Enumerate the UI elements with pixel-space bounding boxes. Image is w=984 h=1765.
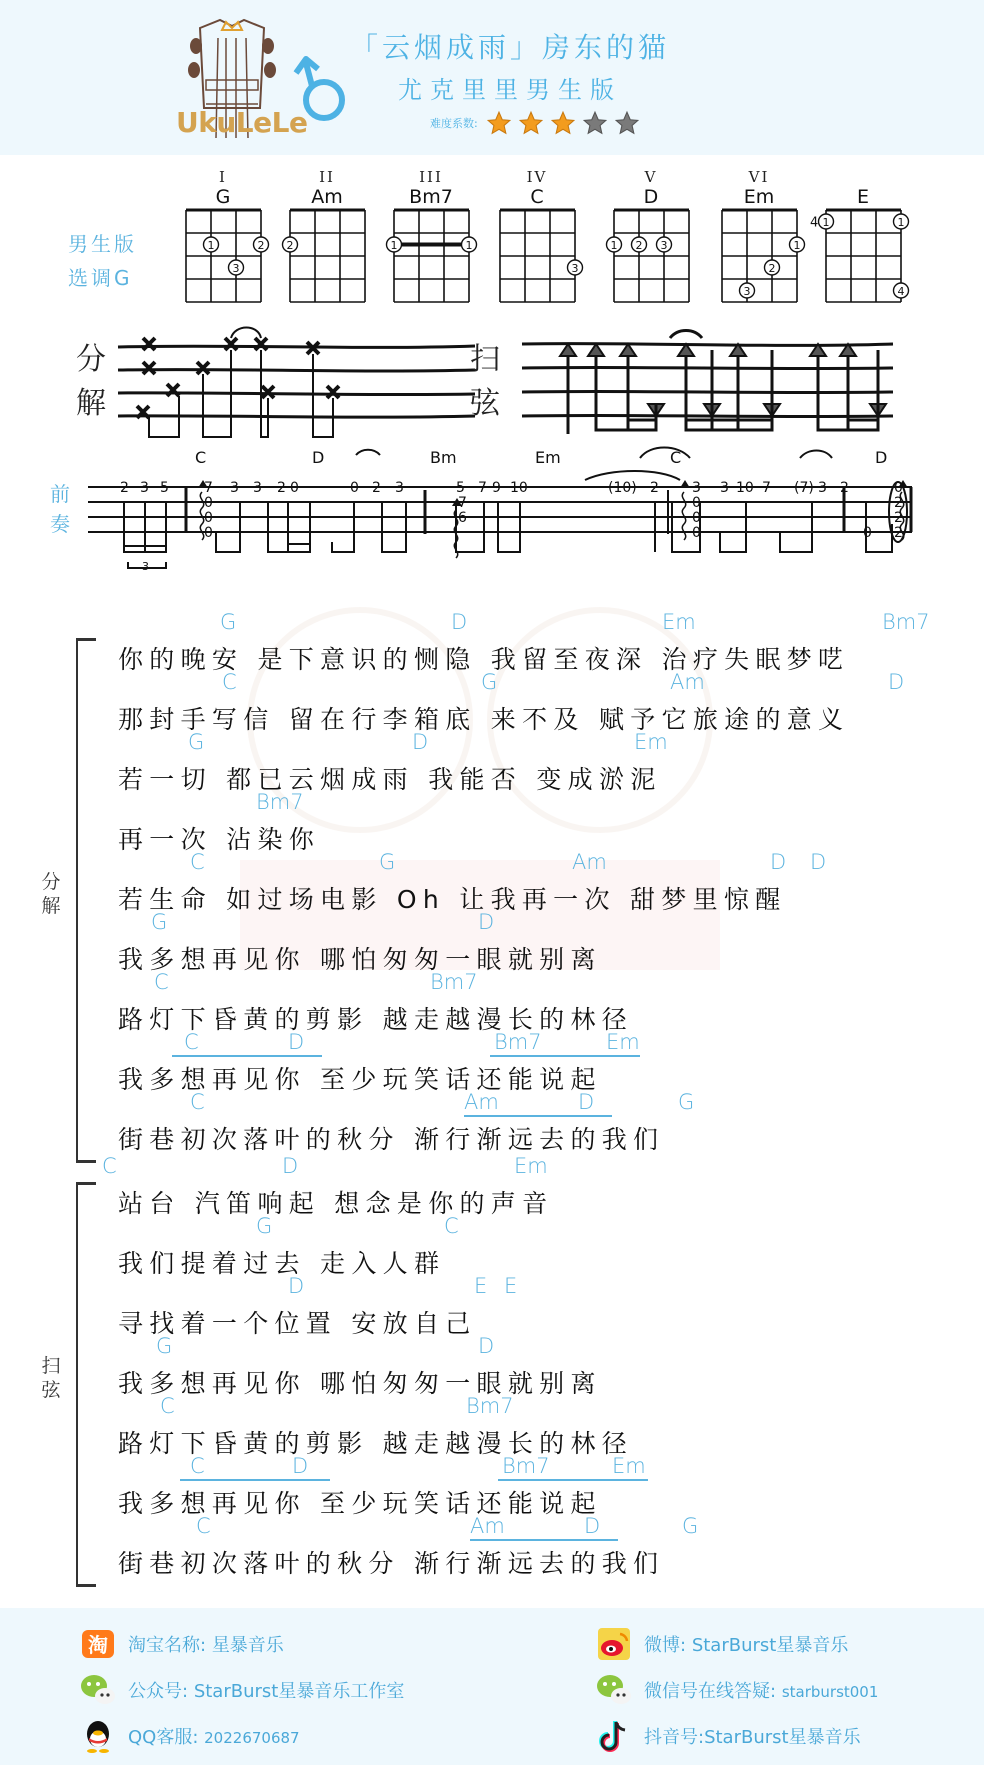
lyric-line: 站台 汽笛响起 想念是你的声音 xyxy=(118,1189,554,1218)
fretboard-grid xyxy=(717,208,802,306)
chord-mark: D xyxy=(478,1334,495,1358)
svg-text:0: 0 xyxy=(350,480,359,496)
chord-mark: C xyxy=(222,670,237,694)
svg-text:3: 3 xyxy=(253,480,262,496)
chord-mark: E xyxy=(474,1274,488,1298)
svg-text:1: 1 xyxy=(793,239,800,252)
fretboard-grid xyxy=(181,208,266,306)
douyin-label: 抖音号: xyxy=(644,1727,705,1748)
douyin-contact[interactable] xyxy=(596,1718,861,1754)
svg-text:3: 3 xyxy=(142,560,149,573)
weibo-value: StarBurst星暴音乐 xyxy=(691,1635,849,1656)
svg-text:2: 2 xyxy=(277,480,286,496)
chord-diagram-bm7 xyxy=(388,168,474,306)
chord-mark: D xyxy=(292,1454,309,1478)
svg-text:2: 2 xyxy=(286,239,293,252)
chord-degree: VI xyxy=(748,168,770,186)
lyric-line: 我多想再见你 至少玩笑话还能说起 xyxy=(118,1489,602,1518)
douyin-value: StarBurst星暴音乐 xyxy=(704,1727,861,1748)
svg-text:6: 6 xyxy=(458,510,467,526)
chord-diagram-am xyxy=(284,168,370,306)
weibo-label: 微博: xyxy=(644,1635,687,1656)
svg-text:3: 3 xyxy=(692,480,701,496)
chord-mark: G xyxy=(188,730,205,754)
chord-mark: Am xyxy=(572,850,607,874)
taobao-value: 星暴音乐 xyxy=(211,1635,284,1656)
svg-text:3: 3 xyxy=(571,262,578,275)
chord-mark: Bm7 xyxy=(494,1030,542,1054)
chord-mark: Bm7 xyxy=(256,790,304,814)
difficulty-label: 难度系数: xyxy=(430,117,478,130)
svg-text:2: 2 xyxy=(894,510,903,526)
chord-group-underline xyxy=(470,1539,618,1541)
svg-text:3: 3 xyxy=(140,480,149,496)
svg-text:7: 7 xyxy=(762,480,771,496)
wechat-official-value: StarBurst星暴音乐工作室 xyxy=(193,1681,405,1702)
chord-degree: III xyxy=(419,168,443,186)
chord-name: C xyxy=(530,186,544,208)
svg-text:D: D xyxy=(312,448,325,467)
chord-mark: Em xyxy=(634,730,668,754)
svg-text:2: 2 xyxy=(257,239,264,252)
chord-mark: G xyxy=(379,850,396,874)
chord-name: Em xyxy=(743,186,775,208)
lyric-line: 再一次 沾染你 xyxy=(118,825,321,854)
chord-mark: D xyxy=(412,730,429,754)
svg-text:9: 9 xyxy=(492,480,501,496)
chord-mark: Bm7 xyxy=(466,1394,514,1418)
song-title: 「云烟成雨」房东的猫 xyxy=(350,31,671,64)
svg-text:0: 0 xyxy=(204,525,213,541)
chord-mark: E xyxy=(504,1274,518,1298)
chord-mark: Em xyxy=(606,1030,640,1054)
lyric-line: 寻找着一个位置 安放自己 xyxy=(118,1309,477,1338)
svg-text:(10): (10) xyxy=(608,480,637,496)
arpeggio-pattern-staff xyxy=(110,320,480,440)
svg-text:Em: Em xyxy=(535,448,561,467)
fretboard-grid xyxy=(809,208,906,306)
svg-text:0: 0 xyxy=(290,480,299,496)
chord-group-underline xyxy=(490,1055,640,1057)
chord-degree: IV xyxy=(526,168,548,186)
svg-text:2: 2 xyxy=(635,239,642,252)
lyric-line: 那封手写信 留在行李箱底 来不及 赋予它旅途的意义 xyxy=(118,705,850,734)
section-bracket xyxy=(76,638,78,1162)
lyric-line: 我多想再见你 哪怕匆匆一眼就别离 xyxy=(118,1369,602,1398)
svg-text:0: 0 xyxy=(204,495,213,511)
chord-diagram-em xyxy=(716,168,802,306)
svg-text:3: 3 xyxy=(818,480,827,496)
chord-mark: Am xyxy=(464,1090,499,1114)
taobao-label: 淘宝名称: xyxy=(128,1635,207,1656)
qq-label: QQ客服: xyxy=(128,1727,199,1748)
chord-mark: Bm7 xyxy=(882,610,930,634)
qq-value: 2022670687 xyxy=(204,1729,300,1747)
svg-text:0: 0 xyxy=(863,525,872,541)
chord-mark: G xyxy=(256,1214,273,1238)
lyric-line: 我们提着过去 走入人群 xyxy=(118,1249,446,1278)
svg-text:1: 1 xyxy=(207,239,214,252)
svg-text:7: 7 xyxy=(458,495,467,511)
lyric-line: 路灯下昏黄的剪影 越走越漫长的林径 xyxy=(118,1429,634,1458)
svg-text:2: 2 xyxy=(894,495,903,511)
chord-name: Bm7 xyxy=(409,186,453,208)
douyin-icon xyxy=(596,1718,632,1754)
intro-chord-names xyxy=(195,448,887,467)
chord-mark: G xyxy=(156,1334,173,1358)
svg-text:2: 2 xyxy=(650,480,659,496)
svg-text:Bm: Bm xyxy=(430,448,457,467)
svg-text:1: 1 xyxy=(897,216,904,229)
version-label: 男生版 xyxy=(68,232,137,256)
svg-text:C: C xyxy=(195,448,207,467)
chord-mark: C xyxy=(190,850,205,874)
chord-mark: C xyxy=(196,1514,211,1538)
intro-tablature xyxy=(80,440,920,580)
tab-numbers xyxy=(120,480,903,573)
svg-text:7: 7 xyxy=(478,480,487,496)
chord-mark: C xyxy=(190,1090,205,1114)
chord-mark: Em xyxy=(514,1154,548,1178)
chord-diagram-g xyxy=(180,168,266,306)
chord-mark: D xyxy=(478,910,495,934)
arpeggio-label-2: 解 xyxy=(76,386,106,421)
strum-arrows xyxy=(560,344,886,416)
chord-mark: G xyxy=(682,1514,699,1538)
svg-text:0: 0 xyxy=(692,510,701,526)
section-label: 分 解 xyxy=(41,871,61,917)
svg-text:0: 0 xyxy=(692,525,701,541)
chord-mark: D xyxy=(888,670,905,694)
svg-text:2: 2 xyxy=(120,480,129,496)
chord-mark: D xyxy=(810,850,827,874)
strum-pattern-staff xyxy=(518,320,898,440)
svg-text:7: 7 xyxy=(204,480,213,496)
chord-mark: G xyxy=(678,1090,695,1114)
svg-text:0: 0 xyxy=(204,510,213,526)
chord-mark: C xyxy=(184,1030,199,1054)
intro-label-1: 前 xyxy=(50,482,70,506)
svg-text:3: 3 xyxy=(720,480,729,496)
chord-mark: D xyxy=(288,1274,305,1298)
svg-text:1: 1 xyxy=(390,239,397,252)
chord-mark: D xyxy=(584,1514,601,1538)
chord-group-underline xyxy=(464,1115,612,1117)
chord-mark: Am xyxy=(470,1514,505,1538)
qq-contact[interactable] xyxy=(80,1718,300,1754)
chord-mark: D xyxy=(770,850,787,874)
chord-diagram-d xyxy=(608,168,694,306)
svg-text:2: 2 xyxy=(768,262,775,275)
chord-mark: Em xyxy=(662,610,696,634)
chord-mark: D xyxy=(578,1090,595,1114)
lyric-line: 我多想再见你 哪怕匆匆一眼就别离 xyxy=(118,945,602,974)
lyric-line: 我多想再见你 至少玩笑话还能说起 xyxy=(118,1065,602,1094)
svg-text:3: 3 xyxy=(232,262,239,275)
bracket-bottom xyxy=(76,1160,96,1163)
svg-text:4: 4 xyxy=(897,285,904,298)
fretboard-grid xyxy=(495,208,580,306)
lyric-line: 你的晚安 是下意识的恻隐 我留至夜深 治疗失眠梦呓 xyxy=(118,645,850,674)
fretboard-grid xyxy=(389,208,474,306)
chord-degree: I xyxy=(219,168,227,186)
svg-text:3: 3 xyxy=(395,480,404,496)
wechat-official-contact[interactable] xyxy=(80,1672,404,1708)
chord-group-underline xyxy=(180,1479,330,1481)
svg-text:2: 2 xyxy=(840,480,849,496)
wechat-icon xyxy=(80,1672,116,1708)
chord-mark: Em xyxy=(612,1454,646,1478)
chord-mark: G xyxy=(481,670,498,694)
chord-name: G xyxy=(215,186,231,208)
song-subtitle: 尤克里里男生版 xyxy=(398,76,622,104)
bracket-top xyxy=(76,638,96,641)
svg-text:淘: 淘 xyxy=(88,1633,108,1657)
weibo-icon xyxy=(596,1626,632,1662)
lyric-line: 路灯下昏黄的剪影 越走越漫长的林径 xyxy=(118,1005,634,1034)
svg-text:3: 3 xyxy=(660,239,667,252)
svg-text:4: 4 xyxy=(809,215,818,231)
footer-contact xyxy=(0,1608,984,1765)
chord-mark: D xyxy=(282,1154,299,1178)
chord-mark: C xyxy=(154,970,169,994)
chord-mark: Bm7 xyxy=(430,970,478,994)
lyric-line: 若一切 都已云烟成雨 我能否 变成淤泥 xyxy=(118,765,662,794)
chord-degree: V xyxy=(644,168,658,186)
svg-text:3: 3 xyxy=(743,285,750,298)
lyric-line: 街巷初次落叶的秋分 渐行渐远去的我们 xyxy=(118,1549,665,1578)
chord-name: D xyxy=(643,186,659,208)
svg-text:0: 0 xyxy=(894,480,903,496)
intro-label-2: 奏 xyxy=(50,512,70,536)
svg-text:D: D xyxy=(875,448,888,467)
chord-name: Am xyxy=(311,186,343,208)
lyric-line: 街巷初次落叶的秋分 渐行渐远去的我们 xyxy=(118,1125,665,1154)
chord-mark: C xyxy=(444,1214,459,1238)
wechat-icon xyxy=(596,1672,632,1708)
chord-group-underline xyxy=(498,1479,648,1481)
chord-mark: C xyxy=(102,1154,117,1178)
bracket-top xyxy=(76,1182,96,1185)
chord-mark: G xyxy=(220,610,237,634)
star-filled-icon xyxy=(550,110,576,136)
svg-text:10: 10 xyxy=(736,480,754,496)
svg-text:1: 1 xyxy=(465,239,472,252)
svg-text:(7): (7) xyxy=(794,480,814,496)
star-empty-icon xyxy=(582,110,608,136)
difficulty-rating xyxy=(430,110,640,136)
wechat-support-contact[interactable] xyxy=(596,1672,878,1708)
chord-degree xyxy=(820,168,906,186)
star-filled-icon xyxy=(486,110,512,136)
svg-text:2: 2 xyxy=(372,480,381,496)
star-filled-icon xyxy=(518,110,544,136)
svg-text:0: 0 xyxy=(692,495,701,511)
arpeggio-label-1: 分 xyxy=(76,342,106,377)
chord-mark: C xyxy=(160,1394,175,1418)
wechat-support-label: 微信号在线答疑: xyxy=(644,1681,777,1702)
svg-text:1: 1 xyxy=(610,239,617,252)
taobao-contact[interactable] xyxy=(80,1626,284,1662)
arpeggio-notes xyxy=(137,338,339,418)
section-label: 扫 弦 xyxy=(41,1355,61,1401)
header-banner xyxy=(0,0,984,155)
key-label: 选调G xyxy=(68,266,133,290)
qq-icon xyxy=(80,1718,116,1754)
svg-text:10: 10 xyxy=(510,480,528,496)
star-empty-icon xyxy=(614,110,640,136)
wechat-official-label: 公众号: xyxy=(128,1681,189,1702)
chord-mark: Bm7 xyxy=(502,1454,550,1478)
taobao-icon xyxy=(80,1626,116,1662)
logo-text: UkuLeLe xyxy=(176,106,308,139)
section-bracket xyxy=(76,1182,78,1586)
svg-text:2: 2 xyxy=(894,525,903,541)
chord-mark: Am xyxy=(670,670,705,694)
chord-diagram-c xyxy=(494,168,580,306)
svg-text:5: 5 xyxy=(456,480,465,496)
fretboard-grid xyxy=(609,208,694,306)
chord-mark: C xyxy=(190,1454,205,1478)
svg-text:1: 1 xyxy=(822,216,829,229)
chord-name: E xyxy=(856,186,869,208)
chord-mark: D xyxy=(288,1030,305,1054)
strum-label-2: 弦 xyxy=(470,386,500,421)
strum-label-1: 扫 xyxy=(470,342,500,377)
weibo-contact[interactable] xyxy=(596,1626,848,1662)
chord-diagram-e xyxy=(809,168,906,306)
bracket-bottom xyxy=(76,1584,96,1587)
male-symbol-icon xyxy=(292,55,352,125)
svg-text:3: 3 xyxy=(230,480,239,496)
chord-mark: G xyxy=(151,910,168,934)
wechat-support-value: starburst001 xyxy=(781,1683,879,1701)
chord-group-underline xyxy=(172,1055,322,1057)
lyric-line: 若生命 如过场电影 Oh 让我再一次 甜梦里惊醒 xyxy=(118,885,787,914)
fretboard-grid xyxy=(285,208,370,306)
chord-mark: D xyxy=(451,610,468,634)
svg-text:5: 5 xyxy=(160,480,169,496)
chord-degree: II xyxy=(319,168,335,186)
svg-text:C: C xyxy=(670,448,682,467)
